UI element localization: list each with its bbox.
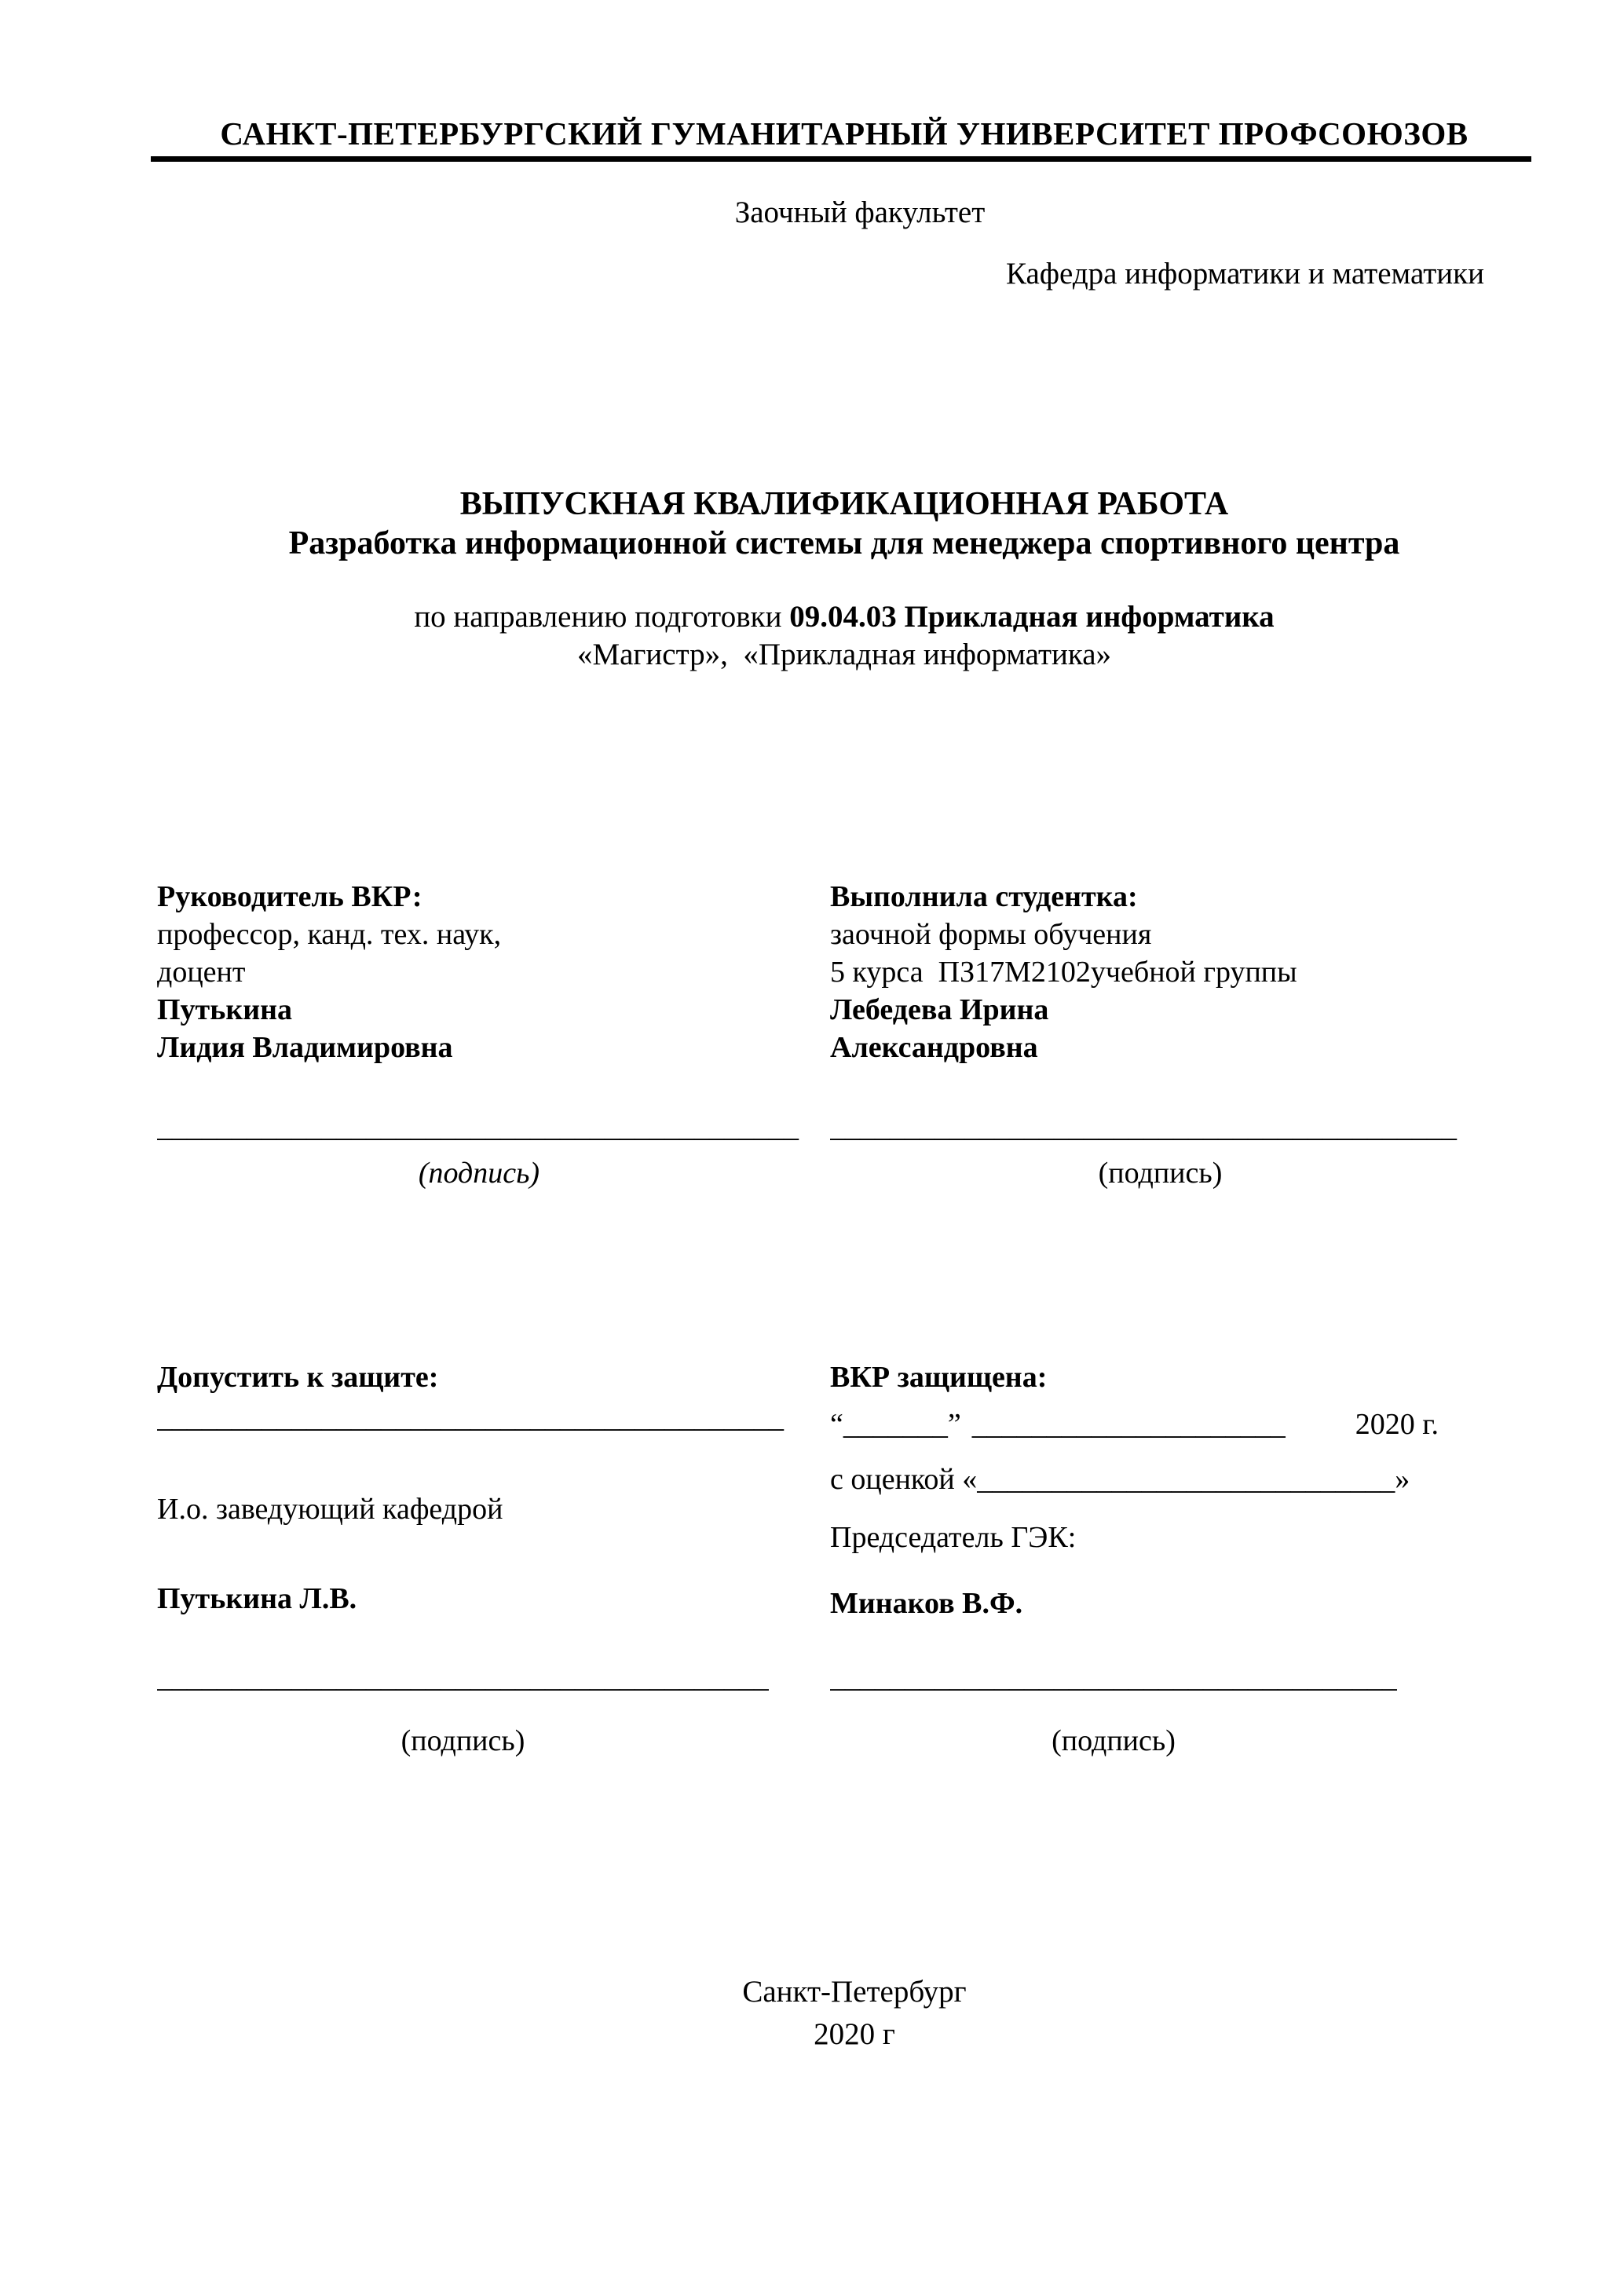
supervisor-position-line-1: профессор, канд. тех. наук, (157, 918, 502, 951)
student-name-line-2: Александровна (830, 1031, 1038, 1064)
supervisor-signature-line: ___________________________________________ (157, 1110, 799, 1143)
supervisor-block (157, 878, 801, 1192)
work-type-heading: ВЫПУСКНАЯ КВАЛИФИКАЦИОННАЯ РАБОТА (459, 486, 1229, 522)
grade-blank-line: ____________________________ (977, 1463, 1395, 1496)
student-name-line-1: Лебедева Ирина (830, 993, 1049, 1026)
student-signature-caption: (подпись) (1098, 1157, 1223, 1190)
signatories-block (157, 878, 1531, 1192)
month-blank-line: _____________________ (971, 1408, 1286, 1441)
university-name: САНКТ-ПЕТЕРБУРГСКИЙ ГУМАНИТАРНЫЙ УНИВЕРСИТЕТ ПРОФСОЮЗОВ (220, 115, 1469, 152)
defense-year: 2020 г. (1355, 1408, 1439, 1441)
quote-close-mark: ” (947, 1408, 961, 1441)
admission-signature-caption: (подпись) (401, 1724, 525, 1757)
direction-code: 09.04.03 Прикладная информатика (789, 600, 1275, 634)
chairman-signature-caption: (подпись) (1052, 1724, 1176, 1757)
direction-prefix: по направлению подготовки (414, 600, 790, 634)
admission-signature-line: _________________________________________ (157, 1661, 769, 1694)
defense-grade-row (830, 1461, 1490, 1498)
admission-signature-area (157, 1658, 769, 1760)
admission-heading: Допустить к защите: (157, 1361, 439, 1394)
supervisor-signature-caption: (подпись) (418, 1157, 540, 1190)
chairman-signature-area (830, 1658, 1397, 1760)
approval-block (157, 1358, 1531, 1760)
work-title: Разработка информационной системы для менеджера спортивного центра (288, 525, 1400, 561)
student-signature-line: __________________________________________ (830, 1110, 1457, 1143)
header-divider-rule (151, 156, 1531, 162)
chairman-name: Минаков В.Ф. (830, 1587, 1023, 1620)
faculty-name: Заочный факультет (734, 196, 986, 229)
chairman-role: Председатель ГЭК: (830, 1521, 1077, 1554)
footer (157, 1971, 1531, 2056)
grade-prefix: с оценкой « (830, 1463, 978, 1496)
chairman-signature-line: ______________________________________ (830, 1661, 1397, 1694)
footer-year: 2020 г (814, 2017, 895, 2051)
grade-suffix: » (1395, 1463, 1410, 1496)
admission-role: И.о. заведующий кафедрой (157, 1493, 503, 1526)
admission-name: Путькина Л.В. (157, 1582, 357, 1615)
student-detail-line-2: 5 курса ПЗ17М2102учебной группы (830, 956, 1297, 989)
defense-block (830, 1358, 1490, 1760)
supervisor-name-line-1: Путькина (157, 993, 293, 1026)
admission-block (157, 1358, 801, 1760)
student-block (830, 878, 1490, 1192)
day-blank-line: _______ (843, 1408, 948, 1441)
direction-line (157, 598, 1531, 636)
admission-blank-line: __________________________________________ (157, 1401, 784, 1434)
student-detail-line-1: заочной формы обучения (830, 918, 1152, 951)
defense-date-row (830, 1406, 1490, 1443)
supervisor-position-line-2: доцент (157, 956, 246, 989)
degree-line: «Магистр», «Прикладная информатика» (576, 638, 1112, 671)
student-heading: Выполнила студентка: (830, 880, 1138, 913)
defense-heading: ВКР защищена: (830, 1361, 1048, 1394)
quote-open-mark: “ (830, 1408, 843, 1441)
footer-city: Санкт-Петербург (742, 1975, 967, 2009)
supervisor-name-line-2: Лидия Владимировна (157, 1031, 453, 1064)
department-name: Кафедра информатики и математики (1005, 257, 1484, 291)
supervisor-heading: Руководитель ВКР: (157, 880, 422, 913)
